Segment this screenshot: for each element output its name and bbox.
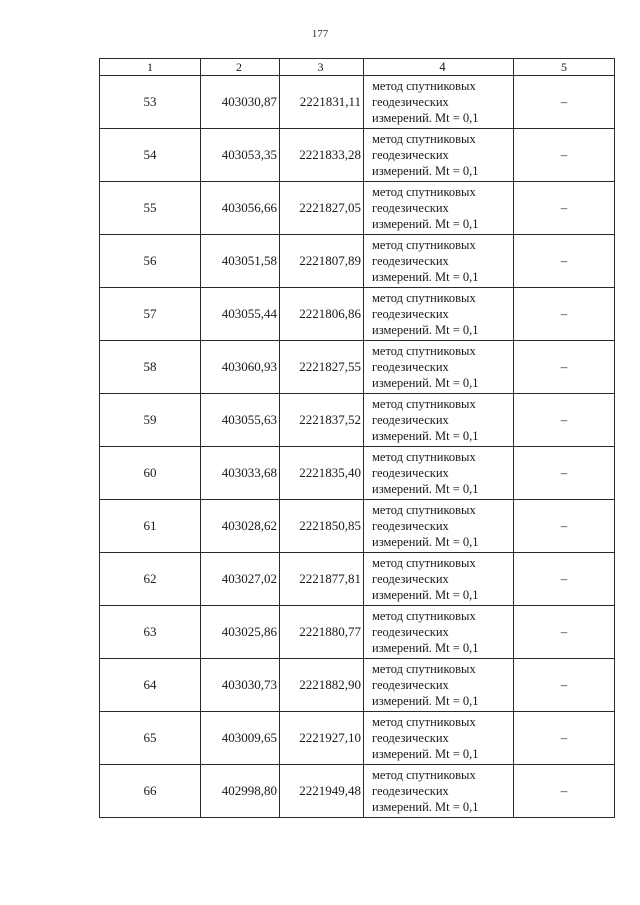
coordinate-x: 403060,93 [201,341,280,394]
table-row [100,182,615,235]
method-line-3: измерений. Mt = 0,1 [372,323,479,337]
coordinate-y: 2221807,89 [280,235,364,288]
coordinate-y: 2221877,81 [280,553,364,606]
description-dash: – [514,341,615,394]
point-number: 58 [100,341,201,394]
description-dash: – [514,500,615,553]
method-line-1: метод спутниковых [372,503,476,517]
table-row [100,553,615,606]
description-dash: – [514,606,615,659]
coordinate-x: 403028,62 [201,500,280,553]
method-line-2: геодезических [372,148,449,162]
coordinate-y: 2221835,40 [280,447,364,500]
method-description [364,394,514,447]
method-line-1: метод спутниковых [372,768,476,782]
method-description [364,765,514,818]
method-line-1: метод спутниковых [372,132,476,146]
method-line-1: метод спутниковых [372,291,476,305]
method-line-3: измерений. Mt = 0,1 [372,217,479,231]
method-line-2: геодезических [372,360,449,374]
point-number: 54 [100,129,201,182]
method-line-2: геодезических [372,95,449,109]
table-row [100,288,615,341]
method-line-2: геодезических [372,572,449,586]
coordinate-x: 403027,02 [201,553,280,606]
method-line-2: геодезических [372,678,449,692]
method-line-3: измерений. Mt = 0,1 [372,588,479,602]
coordinate-x: 403055,44 [201,288,280,341]
method-line-3: измерений. Mt = 0,1 [372,270,479,284]
method-line-3: измерений. Mt = 0,1 [372,800,479,814]
method-line-1: метод спутниковых [372,715,476,729]
point-number: 62 [100,553,201,606]
table-row [100,394,615,447]
coordinate-x: 403051,58 [201,235,280,288]
coordinate-y: 2221833,28 [280,129,364,182]
coordinate-x: 403055,63 [201,394,280,447]
coordinate-y: 2221837,52 [280,394,364,447]
point-number: 55 [100,182,201,235]
column-header-1: 1 [100,59,201,76]
column-header-3: 3 [280,59,364,76]
table-row [100,500,615,553]
method-line-3: измерений. Mt = 0,1 [372,535,479,549]
description-dash: – [514,447,615,500]
method-line-1: метод спутниковых [372,609,476,623]
method-line-2: геодезических [372,466,449,480]
method-line-1: метод спутниковых [372,79,476,93]
coordinate-x: 403030,87 [201,76,280,129]
coordinate-y: 2221880,77 [280,606,364,659]
description-dash: – [514,76,615,129]
method-line-3: измерений. Mt = 0,1 [372,641,479,655]
description-dash: – [514,182,615,235]
point-number: 63 [100,606,201,659]
point-number: 64 [100,659,201,712]
description-dash: – [514,659,615,712]
point-number: 60 [100,447,201,500]
table-row [100,235,615,288]
coordinate-x: 402998,80 [201,765,280,818]
table-row [100,76,615,129]
coordinate-x: 403025,86 [201,606,280,659]
method-description [364,235,514,288]
description-dash: – [514,288,615,341]
method-line-2: геодезических [372,254,449,268]
method-line-3: измерений. Mt = 0,1 [372,429,479,443]
description-dash: – [514,235,615,288]
description-dash: – [514,129,615,182]
table-row [100,659,615,712]
method-line-2: геодезических [372,519,449,533]
method-line-2: геодезических [372,201,449,215]
method-line-2: геодезических [372,413,449,427]
method-line-3: измерений. Mt = 0,1 [372,164,479,178]
table-row [100,765,615,818]
method-description [364,500,514,553]
description-dash: – [514,765,615,818]
method-line-3: измерений. Mt = 0,1 [372,747,479,761]
method-description [364,341,514,394]
coordinate-x: 403056,66 [201,182,280,235]
method-description [364,712,514,765]
method-line-3: измерений. Mt = 0,1 [372,694,479,708]
method-description [364,129,514,182]
method-description [364,182,514,235]
coordinate-y: 2221827,55 [280,341,364,394]
point-number: 61 [100,500,201,553]
method-line-2: геодезических [372,731,449,745]
method-description [364,659,514,712]
point-number: 57 [100,288,201,341]
coordinate-y: 2221927,10 [280,712,364,765]
method-description [364,288,514,341]
method-line-1: метод спутниковых [372,344,476,358]
method-description [364,447,514,500]
table-body [100,76,615,818]
table-row [100,447,615,500]
method-line-1: метод спутниковых [372,238,476,252]
method-line-3: измерений. Mt = 0,1 [372,376,479,390]
method-line-1: метод спутниковых [372,397,476,411]
page-number: 177 [311,28,329,40]
column-header-2: 2 [201,59,280,76]
coordinate-y: 2221831,11 [280,76,364,129]
point-number: 53 [100,76,201,129]
method-line-2: геодезических [372,784,449,798]
coordinate-x: 403033,68 [201,447,280,500]
coordinate-x: 403009,65 [201,712,280,765]
method-line-1: метод спутниковых [372,662,476,676]
coordinate-x: 403053,35 [201,129,280,182]
column-header-5: 5 [514,59,615,76]
table-row [100,606,615,659]
description-dash: – [514,553,615,606]
point-number: 59 [100,394,201,447]
method-line-1: метод спутниковых [372,556,476,570]
method-description [364,606,514,659]
table-header-row [100,59,615,76]
description-dash: – [514,712,615,765]
column-header-4: 4 [364,59,514,76]
coordinate-y: 2221806,86 [280,288,364,341]
method-description [364,76,514,129]
coordinate-x: 403030,73 [201,659,280,712]
method-line-3: измерений. Mt = 0,1 [372,111,479,125]
method-description [364,553,514,606]
table-row [100,712,615,765]
point-number: 56 [100,235,201,288]
method-line-2: геодезических [372,625,449,639]
point-number: 66 [100,765,201,818]
description-dash: – [514,394,615,447]
method-line-1: метод спутниковых [372,185,476,199]
table-row [100,129,615,182]
coordinate-y: 2221827,05 [280,182,364,235]
table-row [100,341,615,394]
method-line-1: метод спутниковых [372,450,476,464]
method-line-3: измерений. Mt = 0,1 [372,482,479,496]
coordinate-y: 2221850,85 [280,500,364,553]
point-number: 65 [100,712,201,765]
coordinate-y: 2221882,90 [280,659,364,712]
coordinate-y: 2221949,48 [280,765,364,818]
coordinates-table [99,58,615,818]
method-line-2: геодезических [372,307,449,321]
